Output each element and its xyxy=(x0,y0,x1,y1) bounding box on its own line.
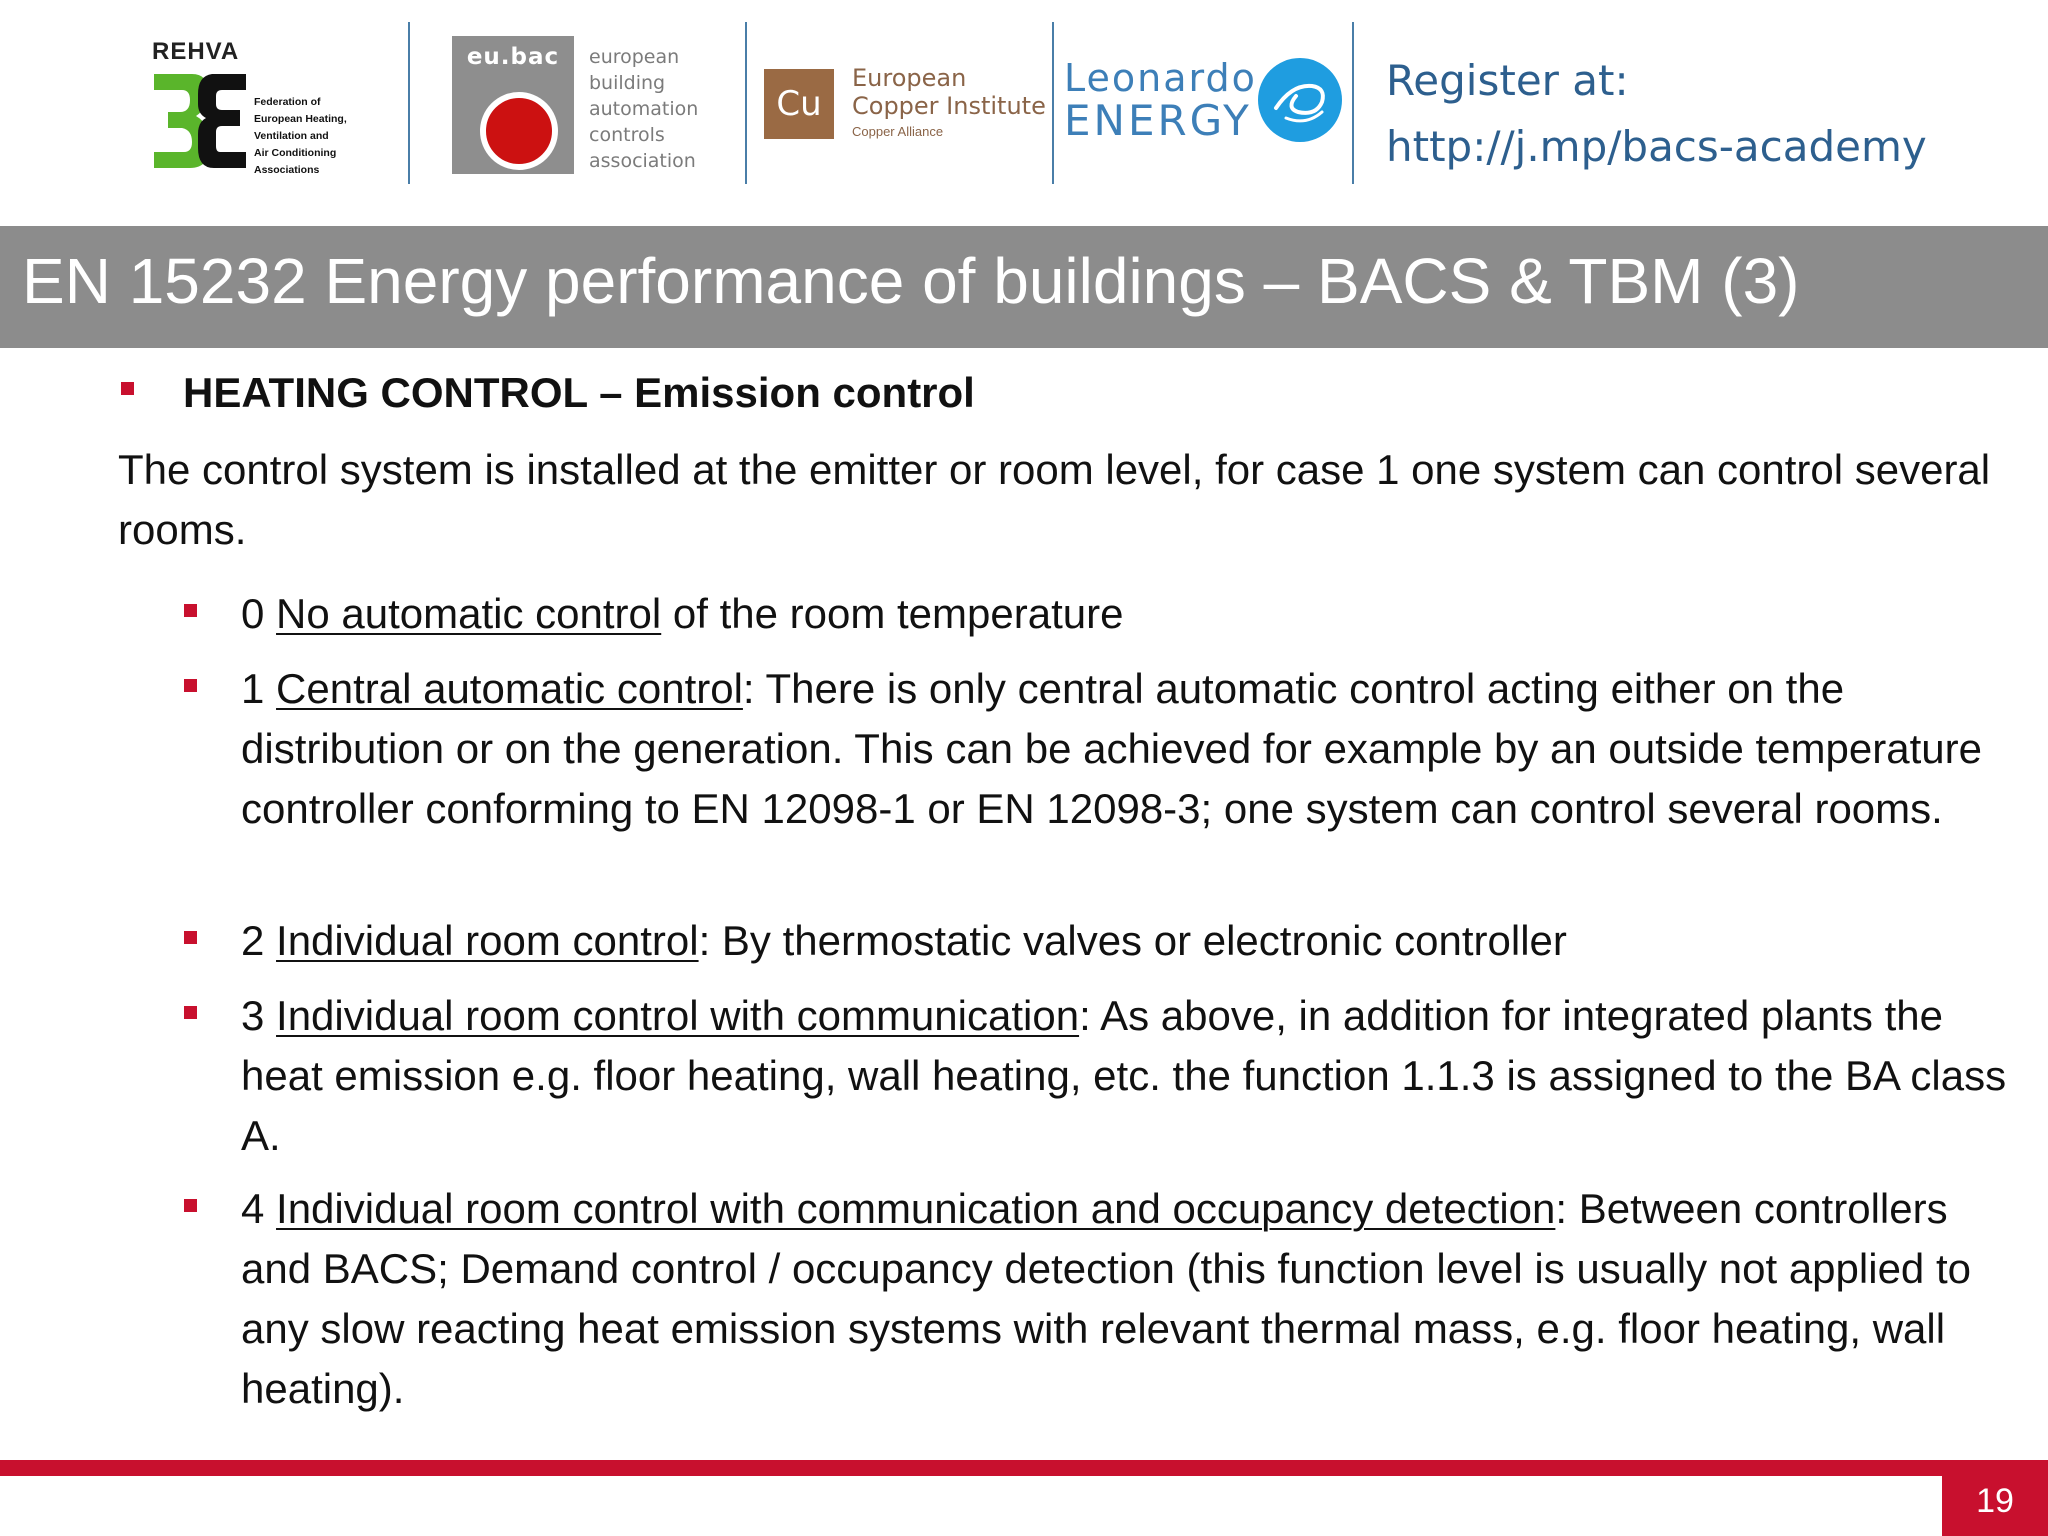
eubac-text xyxy=(589,44,698,174)
logo-divider xyxy=(1352,22,1354,184)
item-text: : Between controllers and BACS; Demand control / occupancy detection (this function level is usually not applied to any slow reacting heat emission systems with relevant thermal mass, e.g. floor heating, wall heating). xyxy=(241,1185,1971,1412)
eci-symbol: Cu xyxy=(776,84,822,124)
square-bullet-icon xyxy=(184,1006,197,1019)
register-url[interactable]: http://j.mp/bacs-academy xyxy=(1386,122,1927,171)
rehva-line: Air Conditioning xyxy=(254,147,337,159)
rehva-line: European Heating, xyxy=(254,113,347,125)
square-bullet-icon xyxy=(184,679,197,692)
leonardo-energy-logo xyxy=(1062,56,1352,146)
item-text: of the room temperature xyxy=(661,590,1124,637)
page-number-box xyxy=(1942,1460,2048,1536)
register-label: Register at: xyxy=(1386,56,1629,105)
red-circle-icon xyxy=(480,92,558,170)
page-number: 19 xyxy=(1976,1482,2014,1520)
list-item xyxy=(241,584,2016,644)
slide-content xyxy=(0,348,2048,1458)
eubac-box xyxy=(452,36,574,174)
list-item xyxy=(241,1179,2016,1419)
slide-title: EN 15232 Energy performance of buildings – BACS & TBM (3) xyxy=(22,245,1800,317)
eubac-title: eu.bac xyxy=(466,44,560,70)
rehva-line: Associations xyxy=(254,164,320,176)
eubac-line: controls xyxy=(589,124,665,146)
item-term: No automatic control xyxy=(276,590,662,637)
eubac-logo xyxy=(452,36,702,181)
item-prefix: 3 xyxy=(241,992,277,1039)
rehva-3e-icon xyxy=(150,68,250,174)
eubac-line: association xyxy=(589,150,696,172)
item-prefix: 4 xyxy=(241,1185,277,1232)
eci-logo xyxy=(762,64,1052,154)
eci-line: European xyxy=(852,64,967,92)
eci-name xyxy=(852,64,1046,120)
swirl-globe-icon xyxy=(1256,56,1344,144)
item-prefix: 2 xyxy=(241,917,277,964)
eubac-line: building xyxy=(589,72,666,94)
item-term: Individual room control xyxy=(276,917,699,964)
energy-line: ENERGY xyxy=(1064,96,1252,145)
register-block xyxy=(1386,48,1927,180)
eubac-line: european xyxy=(589,46,680,68)
eci-subtitle: Copper Alliance xyxy=(852,124,944,139)
item-text: : As above, in addition for integrated plants the heat emission e.g. floor heating, wall heating, etc. the function 1.1.3 is assigned to the BA class A. xyxy=(241,992,2007,1159)
item-prefix: 0 xyxy=(241,590,277,637)
item-prefix: 1 xyxy=(241,665,277,712)
rehva-line: Federation of xyxy=(254,96,321,108)
intro-paragraph: The control system is installed at the emitter or room level, for case 1 one system can control several rooms. xyxy=(118,446,1991,553)
item-text: : There is only central automatic control acting either on the distribution or on the generation. This can be achieved for example by an outside temperature controller conforming to EN 12098-1 or EN 12098-3; one system can control several rooms. xyxy=(241,665,1982,832)
item-term: Individual room control with communication and occupancy detection xyxy=(276,1185,1556,1232)
logo-divider xyxy=(408,22,410,184)
square-bullet-icon xyxy=(184,931,197,944)
item-text: : By thermostatic valves or electronic controller xyxy=(698,917,1567,964)
square-bullet-icon xyxy=(184,604,197,617)
rehva-description xyxy=(254,94,384,179)
square-bullet-icon xyxy=(121,382,134,395)
footer-bar xyxy=(0,1460,2048,1476)
section-heading: HEATING CONTROL – Emission control xyxy=(183,369,975,416)
logo-divider xyxy=(745,22,747,184)
eci-line: Copper Institute xyxy=(852,92,1046,120)
rehva-logo xyxy=(150,36,380,186)
eubac-line: automation xyxy=(589,98,699,120)
item-term: Central automatic control xyxy=(276,665,743,712)
list-item xyxy=(241,911,2016,971)
list-item xyxy=(241,986,2016,1166)
logo-header xyxy=(0,0,2048,225)
logo-divider xyxy=(1052,22,1054,184)
item-term: Individual room control with communication xyxy=(276,992,1080,1039)
list-item xyxy=(241,659,2016,839)
rehva-line: Ventilation and xyxy=(254,130,329,142)
rehva-wordmark: REHVA xyxy=(152,38,240,65)
leonardo-line: Leonardo xyxy=(1064,56,1257,100)
square-bullet-icon xyxy=(184,1199,197,1212)
title-bar xyxy=(0,226,2048,348)
